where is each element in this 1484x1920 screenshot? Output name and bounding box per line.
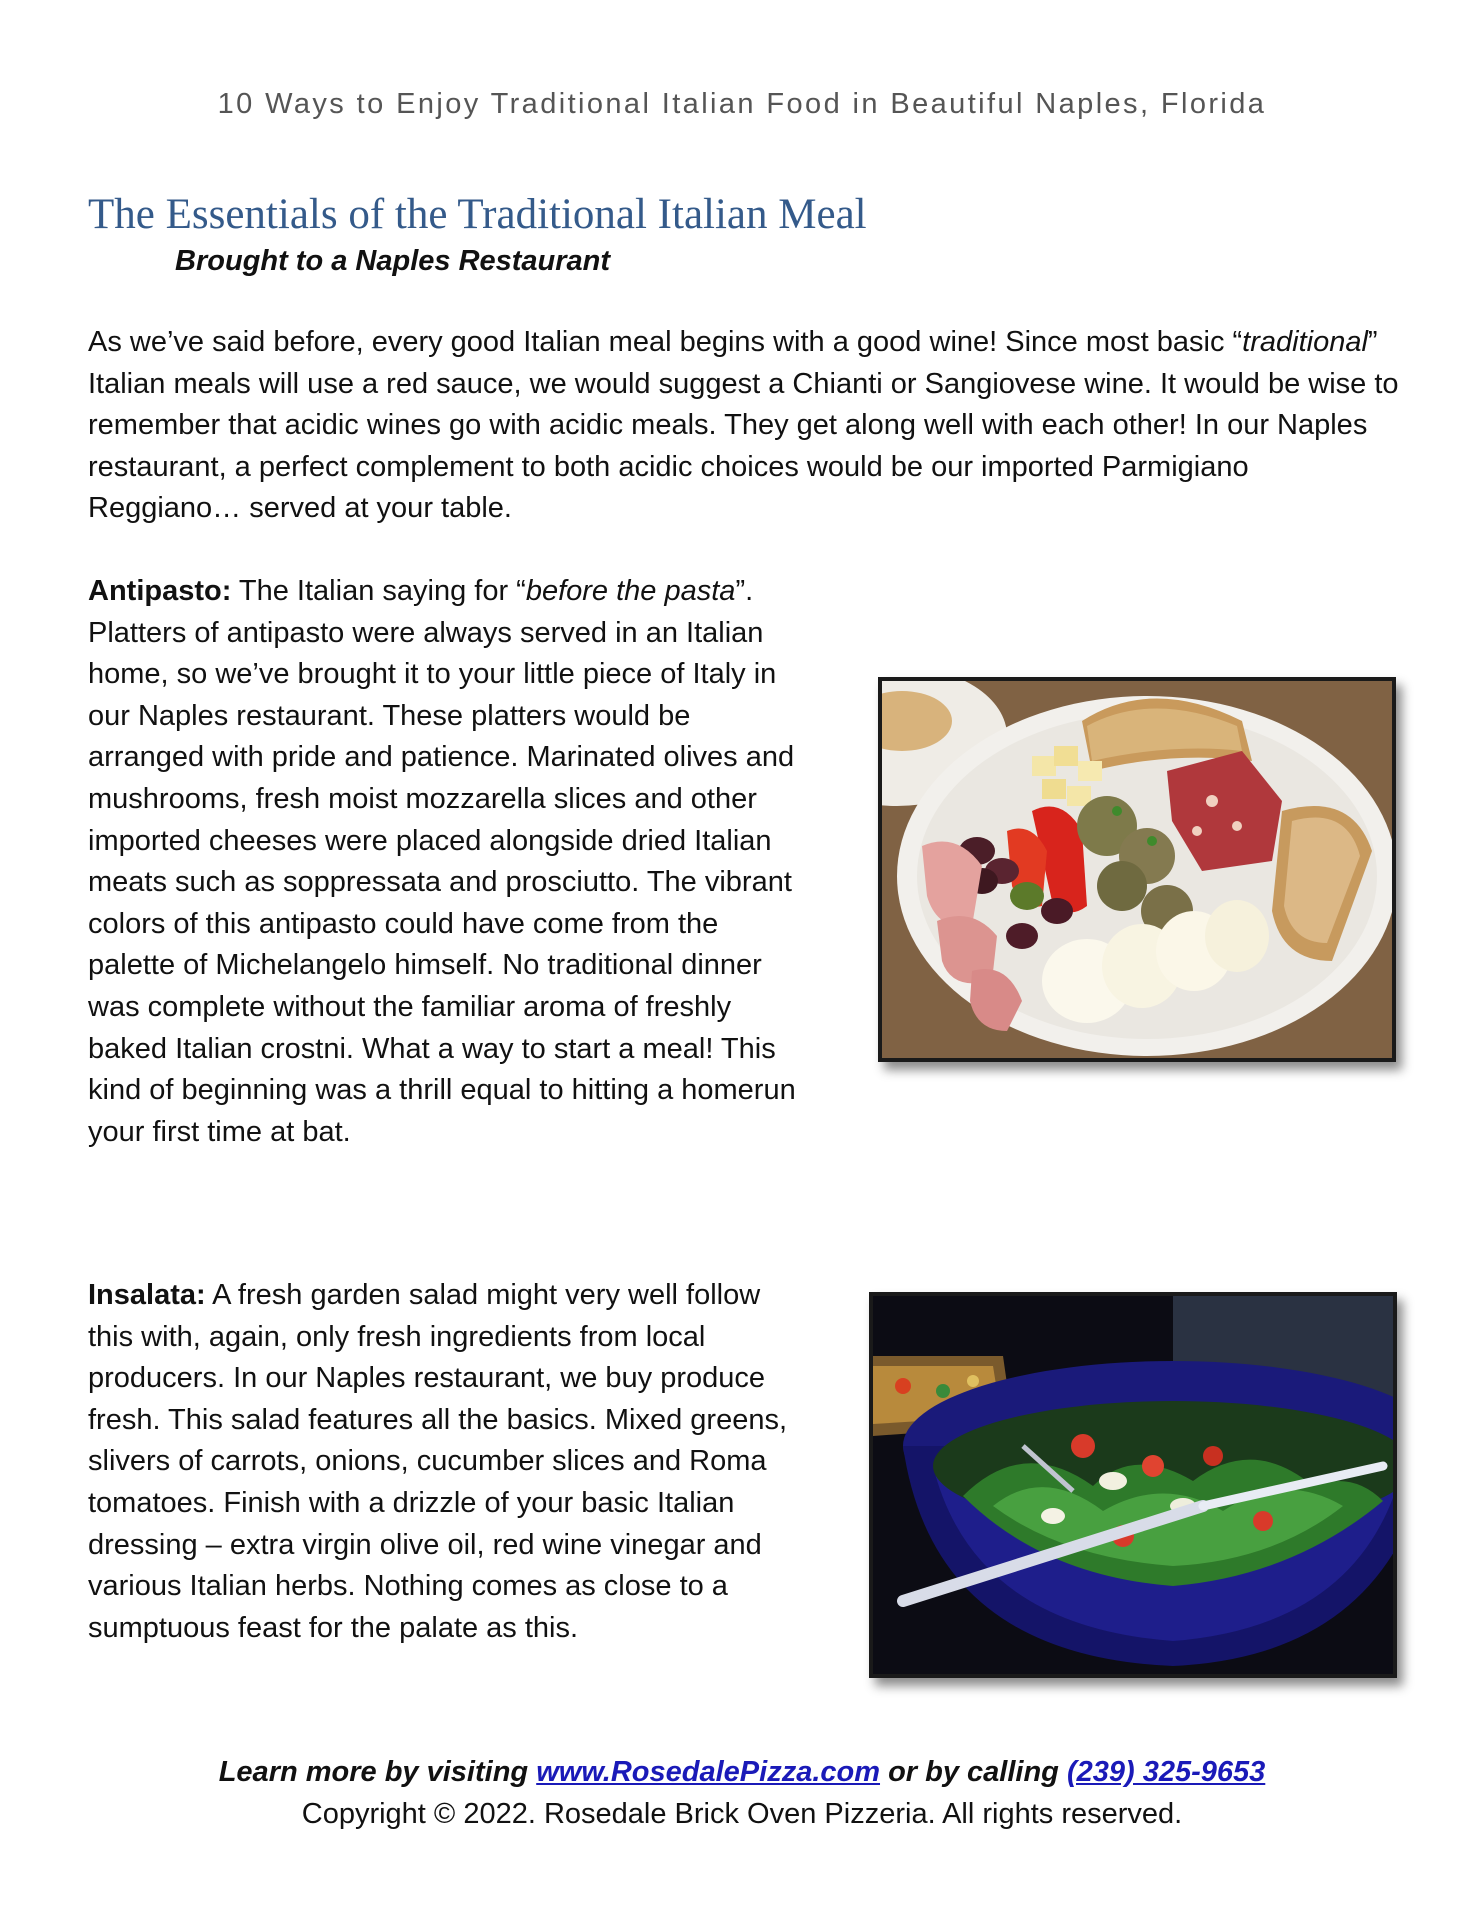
running-header: 10 Ways to Enjoy Traditional Italian Food in Beautiful Naples, Florida	[217, 88, 1267, 120]
website-link[interactable]: www.RosedalePizza.com	[536, 1756, 881, 1788]
antipasto-text-2: ”. Platters of antipasto were always served in an Italian home, so we’ve brought it to your little piece of Italy in our Naples restaurant. These platters would be arranged with pride and patience. Marinated olives and mushrooms, fresh moist mozzarella slices and other imported cheeses were placed alongside dried Italian meats such as soppressata and prosciutto. The vibrant colors of this antipasto could have come from the palette of Michelangelo himself. No traditional dinner was complete without the familiar aroma of freshly baked Italian crostni. What a way to start a meal! This kind of beginning was a thrill equal to hitting a homerun your first time at bat.	[88, 575, 796, 1148]
insalata-heading: Insalata:	[88, 1279, 206, 1311]
antipasto-italic: before the pasta	[525, 575, 736, 607]
intro-text-2: ” Italian meals will use a red sauce, we would suggest a Chianti or Sangiovese wine. It would be wise to remember that acidic wines go with acidic meals. They get along well with each other! In our Naples restaurant, a perfect complement to both acidic choices would be our imported Parmigiano Reggiano… served at your table.	[88, 326, 1399, 525]
salad-bowl-photo	[869, 1292, 1397, 1678]
antipasto-heading: Antipasto:	[88, 575, 232, 607]
footer-contact-line	[0, 1756, 1484, 1789]
intro-italic: traditional	[1242, 326, 1368, 358]
phone-link[interactable]: (239) 325-9653	[1066, 1756, 1266, 1788]
copyright-notice: Copyright © 2022. Rosedale Brick Oven Pizzeria. All rights reserved.	[301, 1798, 1183, 1830]
antipasto-text-1: The Italian saying for “	[231, 575, 526, 607]
section-subtitle: Brought to a Naples Restaurant	[175, 245, 611, 277]
insalata-paragraph	[88, 1275, 798, 1649]
section-title: The Essentials of the Traditional Italian Meal	[88, 191, 867, 238]
footer-prefix: Learn more by visiting	[218, 1756, 537, 1788]
antipasto-platter-photo	[878, 677, 1396, 1062]
antipasto-paragraph	[88, 571, 798, 1153]
footer-middle: or by calling	[880, 1756, 1067, 1788]
intro-text-1: As we’ve said before, every good Italian meal begins with a good wine! Since most basic “	[88, 326, 1243, 358]
insalata-text: A fresh garden salad might very well follow this with, again, only fresh ingredients from local producers. In our Naples restaurant, we buy produce fresh. This salad features all the basics. Mixed greens, slivers of carrots, onions, cucumber slices and Roma tomatoes. Finish with a drizzle of your basic Italian dressing – extra virgin olive oil, red wine vinegar and various Italian herbs. Nothing comes as close to a sumptuous feast for the palate as this.	[88, 1279, 788, 1644]
intro-paragraph	[88, 322, 1408, 530]
